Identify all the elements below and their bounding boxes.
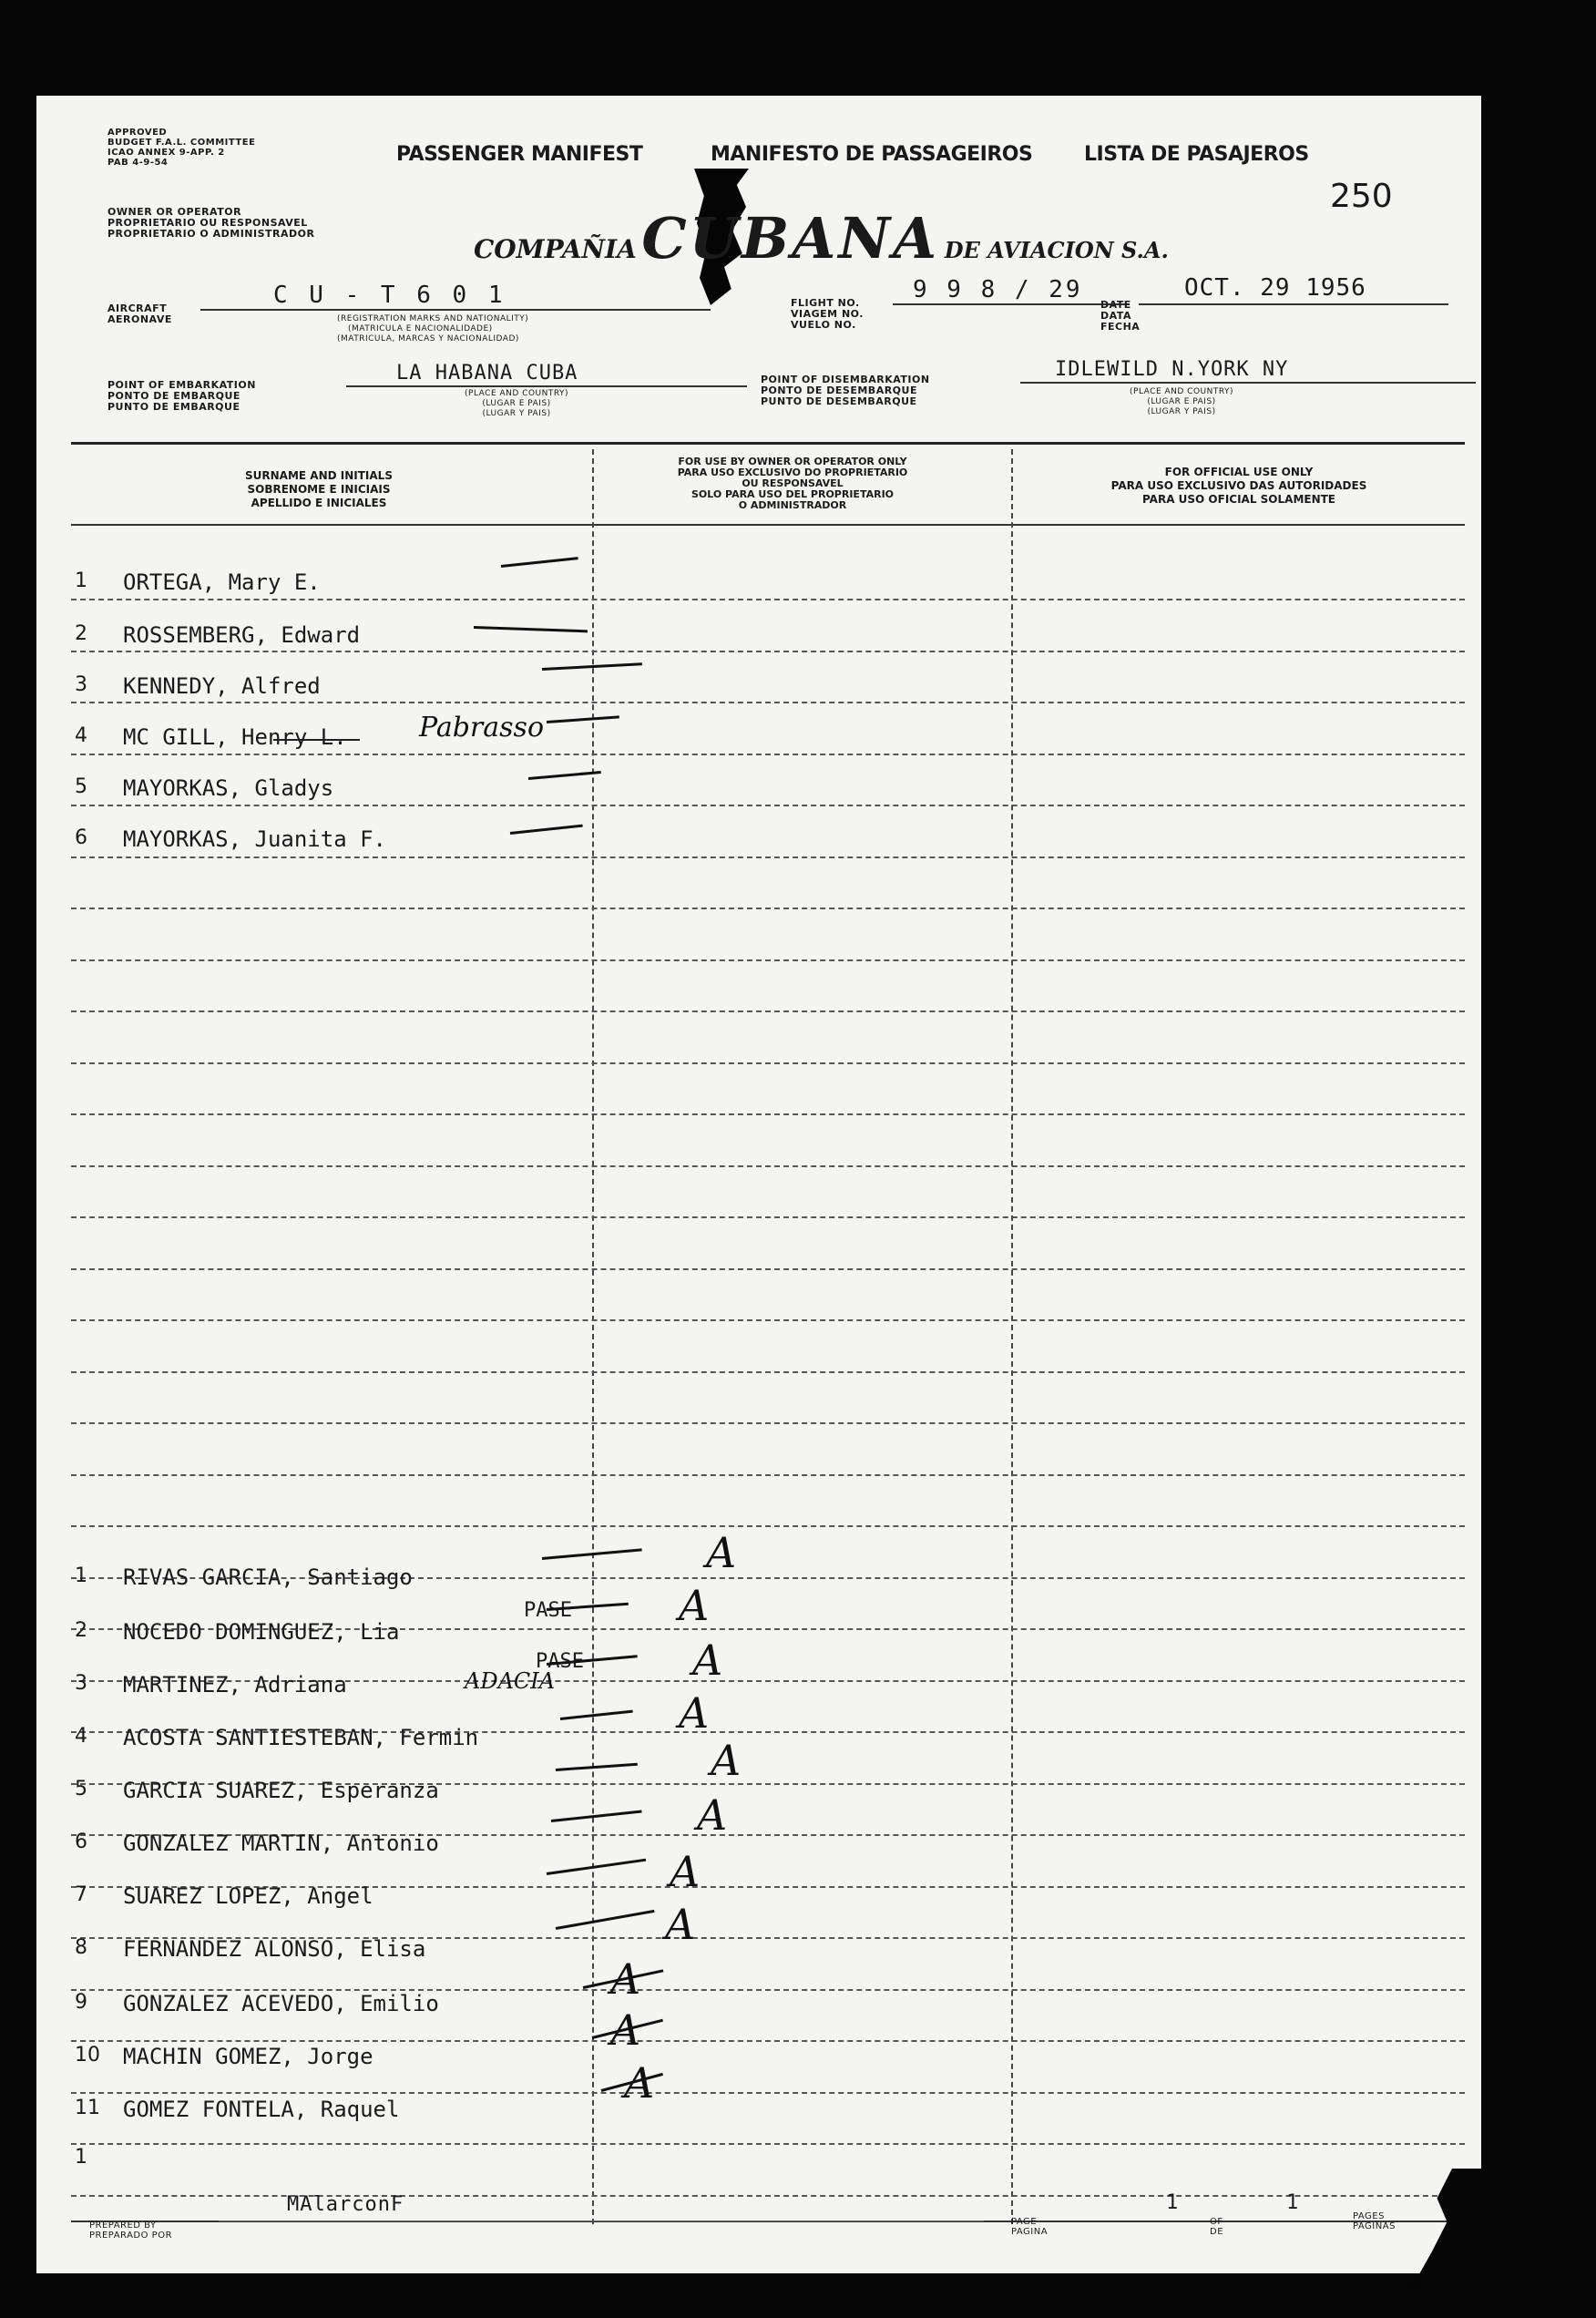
row-rule bbox=[71, 1062, 1465, 1064]
aircraft-sub-line: (MATRICULA E NACIONALIDADE) bbox=[348, 324, 493, 333]
row-rule bbox=[71, 2092, 1465, 2094]
aircraft-sub-line: (MATRICULA, MARCAS Y NACIONALIDAD) bbox=[337, 334, 519, 344]
of-value: 1 bbox=[1286, 2191, 1300, 2214]
disembarkation-underline bbox=[1020, 382, 1476, 384]
embarkation-label-line: PUNTO DE EMBARQUE bbox=[107, 401, 240, 413]
owner-operator-label bbox=[107, 207, 314, 240]
row-number: 3 bbox=[75, 1672, 87, 1695]
row-rule bbox=[71, 2040, 1465, 2042]
passenger-name: ORTEGA, Mary E. bbox=[123, 569, 321, 595]
handwritten-mark: A bbox=[697, 1790, 728, 1840]
row-number: 1 bbox=[75, 569, 87, 592]
approval-line: BUDGET F.A.L. COMMITTEE bbox=[107, 138, 256, 148]
column-header-line: PARA USO EXCLUSIVO DO PROPRIETARIO bbox=[677, 467, 908, 478]
handwritten-note: ADACIA bbox=[465, 1668, 556, 1694]
row-rule bbox=[71, 599, 1465, 600]
row-number: 8 bbox=[75, 1936, 87, 1959]
passenger-name: RIVAS GARCIA, Santiago bbox=[123, 1564, 413, 1590]
handwritten-mark: A bbox=[679, 1688, 710, 1738]
disembarkation-sub-labels bbox=[1130, 387, 1233, 417]
passenger-name: MAYORKAS, Gladys bbox=[123, 775, 334, 801]
airline-prefix: COMPAÑIA bbox=[474, 234, 637, 264]
page-value: 1 bbox=[1166, 2191, 1180, 2214]
embarkation-sub-line: (LUGAR E PAIS) bbox=[482, 399, 551, 408]
aircraft-underline bbox=[200, 309, 711, 311]
row-number: 10 bbox=[75, 2044, 100, 2067]
column-divider-1 bbox=[592, 449, 594, 2224]
passenger-name: GONZALEZ MARTIN, Antonio bbox=[123, 1831, 439, 1856]
flight-label-line: VUELO NO. bbox=[791, 319, 856, 331]
row-rule bbox=[71, 805, 1465, 806]
column-header-line: FOR OFFICIAL USE ONLY bbox=[1164, 466, 1314, 478]
title-manifest-pt: MANIFESTO DE PASSAGEIROS bbox=[711, 143, 1033, 166]
handwritten-dash bbox=[556, 1910, 655, 1930]
embarkation-label-line: PONTO DE EMBARQUE bbox=[107, 390, 240, 402]
prepared-by-label bbox=[89, 2221, 172, 2241]
handwritten-note: Pabrasso bbox=[419, 712, 545, 744]
date-label-line: DATE bbox=[1100, 299, 1131, 311]
passenger-name: SUAREZ LOPEZ, Angel bbox=[123, 1883, 373, 1909]
row-rule bbox=[71, 754, 1465, 755]
row-rule bbox=[71, 702, 1465, 703]
strikethrough-mark bbox=[273, 739, 360, 741]
of-label-line: OF bbox=[1210, 2217, 1223, 2227]
aircraft-label bbox=[107, 303, 172, 325]
airline-logo bbox=[474, 205, 1169, 272]
aircraft-label-line: AIRCRAFT bbox=[107, 303, 168, 314]
column-header-line: SOLO PARA USO DEL PROPRIETARIO bbox=[691, 488, 895, 500]
handwritten-mark: A bbox=[692, 1636, 723, 1685]
owner-operator-line: OWNER OR OPERATOR bbox=[107, 206, 242, 218]
row-number: 4 bbox=[75, 724, 87, 747]
pages-label-line: PAGES bbox=[1353, 2211, 1385, 2221]
pase-mark: PASE bbox=[524, 1599, 572, 1622]
page-label-line: PAGE bbox=[1011, 2217, 1038, 2227]
flight-value: 9 9 8 / 29 bbox=[913, 276, 1083, 303]
aircraft-sub-line: (REGISTRATION MARKS AND NATIONALITY) bbox=[337, 314, 529, 323]
handwritten-dash bbox=[510, 825, 583, 835]
row-number: 5 bbox=[75, 775, 87, 798]
row-number: 6 bbox=[75, 826, 87, 849]
aircraft-value: C U - T 6 0 1 bbox=[273, 282, 506, 309]
row-rule bbox=[71, 651, 1465, 652]
row-rule bbox=[71, 856, 1465, 858]
row-number: 2 bbox=[75, 622, 87, 645]
airline-suffix: DE AVIACION S.A. bbox=[944, 237, 1169, 263]
embarkation-sub-line: (LUGAR Y PAIS) bbox=[482, 409, 551, 418]
row-rule bbox=[71, 908, 1465, 909]
row-number: 11 bbox=[75, 2097, 100, 2119]
owner-operator-line: PROPRIETARIO OU RESPONSAVEL bbox=[107, 217, 308, 229]
title-manifest-es: LISTA DE PASAJEROS bbox=[1084, 143, 1309, 166]
disembarkation-sub-line: (PLACE AND COUNTRY) bbox=[1130, 387, 1234, 396]
column-header-line: O ADMINISTRADOR bbox=[738, 499, 847, 511]
handwritten-mark: A bbox=[610, 2005, 641, 2055]
approval-block bbox=[107, 128, 255, 168]
row-number: 6 bbox=[75, 1831, 87, 1853]
date-underline bbox=[1139, 303, 1448, 305]
disembarkation-label-line: POINT OF DISEMBARKATION bbox=[761, 374, 930, 385]
row-rule bbox=[71, 2143, 1465, 2145]
flight-label bbox=[791, 298, 864, 331]
passenger-name: MARTINEZ, Adriana bbox=[123, 1672, 347, 1697]
row-rule bbox=[71, 1216, 1465, 1218]
embarkation-sub-labels bbox=[465, 389, 568, 419]
row-number: 3 bbox=[75, 673, 87, 696]
passenger-name: ACOSTA SANTIESTEBAN, Fermin bbox=[123, 1725, 479, 1750]
handwritten-mark: A bbox=[706, 1528, 737, 1577]
handwritten-dash bbox=[556, 1763, 638, 1771]
column-header-official bbox=[1029, 466, 1448, 507]
flight-label-line: VIAGEM NO. bbox=[791, 308, 864, 320]
embarkation-value: LA HABANA CUBA bbox=[396, 362, 578, 385]
passenger-name: MC GILL, Henry L. bbox=[123, 724, 347, 750]
embarkation-sub-line: (PLACE AND COUNTRY) bbox=[465, 389, 569, 398]
table-top-rule bbox=[71, 442, 1465, 445]
handwritten-mark: A bbox=[711, 1736, 742, 1785]
approval-line: PAB 4-9-54 bbox=[107, 158, 169, 168]
approval-line: ICAO ANNEX 9-APP. 2 bbox=[107, 148, 225, 158]
row-number: 1 bbox=[75, 2146, 87, 2169]
aircraft-sub-labels bbox=[337, 314, 528, 344]
row-rule bbox=[71, 2195, 1465, 2197]
page-label-line: PAGINA bbox=[1011, 2227, 1049, 2237]
prepared-label-line: PREPARADO POR bbox=[89, 2231, 173, 2241]
column-header-operator bbox=[583, 456, 1002, 511]
row-rule bbox=[71, 1113, 1465, 1115]
passenger-name: KENNEDY, Alfred bbox=[123, 673, 321, 699]
embarkation-label-line: POINT OF EMBARKATION bbox=[107, 379, 256, 391]
disembarkation-value: IDLEWILD N.YORK NY bbox=[1055, 358, 1289, 381]
column-header-line: FOR USE BY OWNER OR OPERATOR ONLY bbox=[678, 456, 907, 467]
flight-label-line: FLIGHT NO. bbox=[791, 297, 860, 309]
handwritten-mark: A bbox=[624, 2058, 655, 2108]
pages-label bbox=[1353, 2211, 1396, 2231]
handwritten-mark: A bbox=[670, 1847, 701, 1896]
row-number: 9 bbox=[75, 1991, 87, 2014]
date-label-line: DATA bbox=[1100, 310, 1131, 322]
row-number: 2 bbox=[75, 1619, 87, 1642]
pages-label-line: PAGINAS bbox=[1353, 2221, 1396, 2231]
page-number: 250 bbox=[1330, 178, 1393, 215]
row-number: 4 bbox=[75, 1725, 87, 1748]
aircraft-label-line: AERONAVE bbox=[107, 313, 172, 325]
table-header-rule bbox=[71, 524, 1465, 526]
disembarkation-label bbox=[761, 374, 930, 407]
column-header-line: APELLIDO E INICIALES bbox=[251, 497, 387, 509]
column-header-names bbox=[118, 469, 519, 510]
handwritten-dash bbox=[474, 626, 588, 632]
flight-underline bbox=[893, 303, 1130, 305]
row-number: 5 bbox=[75, 1778, 87, 1800]
column-divider-2 bbox=[1011, 449, 1013, 2224]
prepared-by-value: MAlarconF bbox=[287, 2193, 404, 2216]
handwritten-dash bbox=[501, 557, 578, 568]
column-header-line: SURNAME AND INITIALS bbox=[245, 469, 393, 482]
title-manifest-en: PASSENGER MANIFEST bbox=[396, 143, 643, 166]
manifest-page bbox=[36, 96, 1481, 2273]
row-number: 1 bbox=[75, 1564, 87, 1587]
row-rule bbox=[71, 1371, 1465, 1373]
passenger-name: GONZALEZ ACEVEDO, Emilio bbox=[123, 1991, 439, 2016]
page-label bbox=[1011, 2217, 1048, 2237]
passenger-name: GARCIA SUAREZ, Esperanza bbox=[123, 1778, 439, 1803]
handwritten-dash bbox=[547, 1859, 646, 1875]
date-value: OCT. 29 1956 bbox=[1184, 274, 1366, 302]
passenger-name: MAYORKAS, Juanita F. bbox=[123, 826, 386, 852]
column-header-line: SOBRENOME E INICIAIS bbox=[247, 483, 391, 496]
pase-mark: PASE bbox=[536, 1650, 584, 1673]
prepared-label-line: PREPARED BY bbox=[89, 2221, 157, 2231]
handwritten-mark: A bbox=[679, 1581, 710, 1630]
of-label bbox=[1210, 2217, 1223, 2237]
row-rule bbox=[71, 1165, 1465, 1167]
handwritten-mark: A bbox=[665, 1900, 696, 1949]
disembarkation-sub-line: (LUGAR Y PAIS) bbox=[1147, 407, 1216, 416]
disembarkation-sub-line: (LUGAR E PAIS) bbox=[1147, 397, 1216, 406]
date-label bbox=[1100, 300, 1140, 333]
approval-line: APPROVED bbox=[107, 128, 168, 138]
row-number: 7 bbox=[75, 1883, 87, 1906]
handwritten-dash bbox=[560, 1710, 633, 1720]
row-rule bbox=[71, 1422, 1465, 1424]
owner-operator-line: PROPRIETARIO O ADMINISTRADOR bbox=[107, 228, 315, 240]
passenger-name: GOMEZ FONTELA, Raquel bbox=[123, 2097, 400, 2122]
date-label-line: FECHA bbox=[1100, 321, 1141, 333]
passenger-name: NOCEDO DOMINGUEZ, Lia bbox=[123, 1619, 400, 1645]
column-header-line: OU RESPONSAVEL bbox=[742, 477, 844, 489]
passenger-name: MACHIN GOMEZ, Jorge bbox=[123, 2044, 373, 2069]
embarkation-underline bbox=[346, 385, 747, 387]
of-label-line: DE bbox=[1210, 2227, 1224, 2237]
row-rule bbox=[71, 1474, 1465, 1476]
row-rule bbox=[71, 1525, 1465, 1527]
column-header-line: PARA USO OFICIAL SOLAMENTE bbox=[1141, 493, 1336, 506]
handwritten-dash bbox=[551, 1810, 642, 1822]
airline-name: CUBANA bbox=[641, 205, 940, 272]
row-rule bbox=[71, 1319, 1465, 1321]
passenger-name: ROSSEMBERG, Edward bbox=[123, 622, 361, 648]
passenger-name: FERNANDEZ ALONSO, Elisa bbox=[123, 1936, 426, 1962]
column-header-line: PARA USO EXCLUSIVO DAS AUTORIDADES bbox=[1110, 479, 1367, 492]
disembarkation-label-line: PUNTO DE DESEMBARQUE bbox=[761, 395, 917, 407]
disembarkation-label-line: PONTO DE DESEMBARQUE bbox=[761, 385, 917, 396]
handwritten-dash bbox=[547, 715, 619, 723]
row-rule bbox=[71, 1010, 1465, 1012]
handwritten-mark: A bbox=[610, 1954, 641, 2004]
row-rule bbox=[71, 1268, 1465, 1270]
embarkation-label bbox=[107, 380, 256, 413]
handwritten-dash bbox=[528, 771, 601, 780]
row-rule bbox=[71, 959, 1465, 961]
